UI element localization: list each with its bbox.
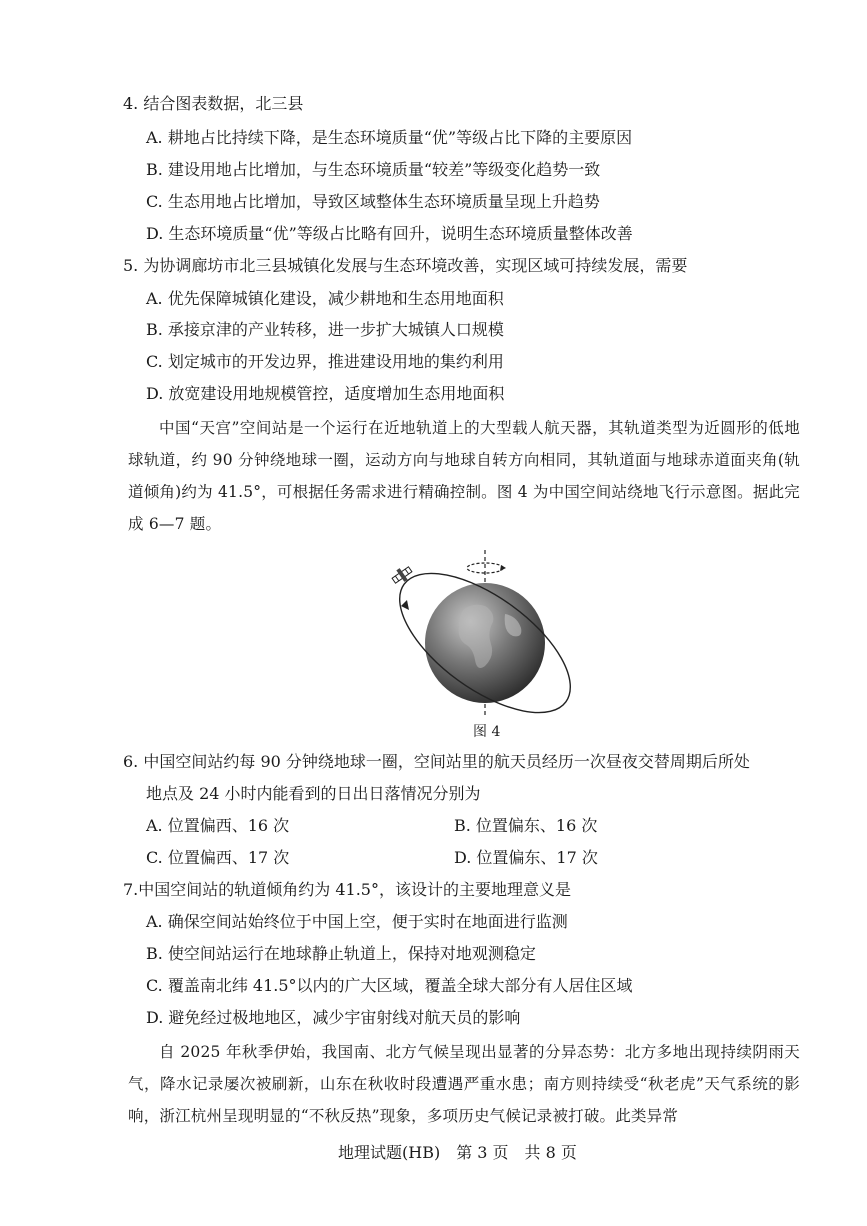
question-5-option-d: D. 放宽建设用地规模管控，适度增加生态用地面积 bbox=[146, 384, 505, 403]
question-6-option-b: B. 位置偏东、16 次 bbox=[454, 816, 598, 835]
space-station-icon bbox=[390, 564, 414, 587]
question-4-option-a: A. 耕地占比持续下降，是生态环境质量“优”等级占比下降的主要原因 bbox=[146, 128, 633, 147]
question-6-stem-line-1: 6. 中国空间站约每 90 分钟绕地球一圈，空间站里的航天员经历一次昼夜交替周期后所处 bbox=[123, 752, 750, 771]
passage-space-station: 中国“天宫”空间站是一个运行在近地轨道上的大型载人航天器，其轨道类型为近圆形的低地球轨道，约 90 分钟绕地球一圈，运动方向与地球自转方向相同，其轨道面与地球赤道面夹角(轨道倾角)约为 41.5°，可根据任务需求进行精确控制。图 4 为中国空间站绕地飞行示意图。据此完成 6—7 题。 bbox=[128, 419, 800, 533]
figure-4-caption: 图 4 bbox=[473, 724, 501, 740]
page-footer: 地理试题(HB) 第 3 页 共 8 页 bbox=[338, 1143, 577, 1162]
question-6-stem-line-2: 地点及 24 小时内能看到的日出日落情况分别为 bbox=[146, 784, 481, 803]
question-5-option-c: C. 划定城市的开发边界，推进建设用地的集约利用 bbox=[146, 352, 504, 371]
question-7-option-c: C. 覆盖南北纬 41.5°以内的广大区域，覆盖全球大部分有人居住区域 bbox=[146, 976, 633, 995]
question-7-option-d: D. 避免经过极地地区，减少宇宙射线对航天员的影响 bbox=[146, 1008, 521, 1027]
question-5-stem: 5. 为协调廊坊市北三县城镇化发展与生态环境改善，实现区域可持续发展，需要 bbox=[123, 256, 688, 275]
question-7-stem: 7.中国空间站的轨道倾角约为 41.5°，该设计的主要地理意义是 bbox=[123, 880, 571, 899]
question-4-option-d: D. 生态环境质量“优”等级占比略有回升，说明生态环境质量整体改善 bbox=[146, 224, 633, 243]
question-4-option-c: C. 生态用地占比增加，导致区域整体生态环境质量呈现上升趋势 bbox=[146, 192, 600, 211]
space-station-orbit-diagram bbox=[385, 548, 585, 718]
question-5-option-b: B. 承接京津的产业转移，进一步扩大城镇人口规模 bbox=[146, 320, 504, 339]
question-7-option-b: B. 使空间站运行在地球静止轨道上，保持对地观测稳定 bbox=[146, 944, 536, 963]
question-6-option-a: A. 位置偏西、16 次 bbox=[146, 816, 290, 835]
question-7-option-a: A. 确保空间站始终位于中国上空，便于实时在地面进行监测 bbox=[146, 912, 568, 931]
question-6-option-c: C. 位置偏西、17 次 bbox=[146, 848, 290, 867]
figure-4 bbox=[385, 548, 585, 718]
question-5-option-a: A. 优先保障城镇化建设，减少耕地和生态用地面积 bbox=[146, 289, 504, 308]
question-4-option-b: B. 建设用地占比增加，与生态环境质量“较差”等级变化趋势一致 bbox=[146, 160, 601, 179]
passage-climate: 自 2025 年秋季伊始，我国南、北方气候呈现出显著的分异态势：北方多地出现持续阴雨天气，降水记录屡次被刷新，山东在秋收时段遭遇严重水患；南方则持续受“秋老虎”天气系统的影响，浙江杭州呈现明显的“不秋反热”现象，多项历史气候记录被打破。此类异常 bbox=[128, 1043, 800, 1125]
question-6-option-d: D. 位置偏东、17 次 bbox=[454, 848, 598, 867]
question-4-stem: 4. 结合图表数据，北三县 bbox=[123, 94, 304, 113]
